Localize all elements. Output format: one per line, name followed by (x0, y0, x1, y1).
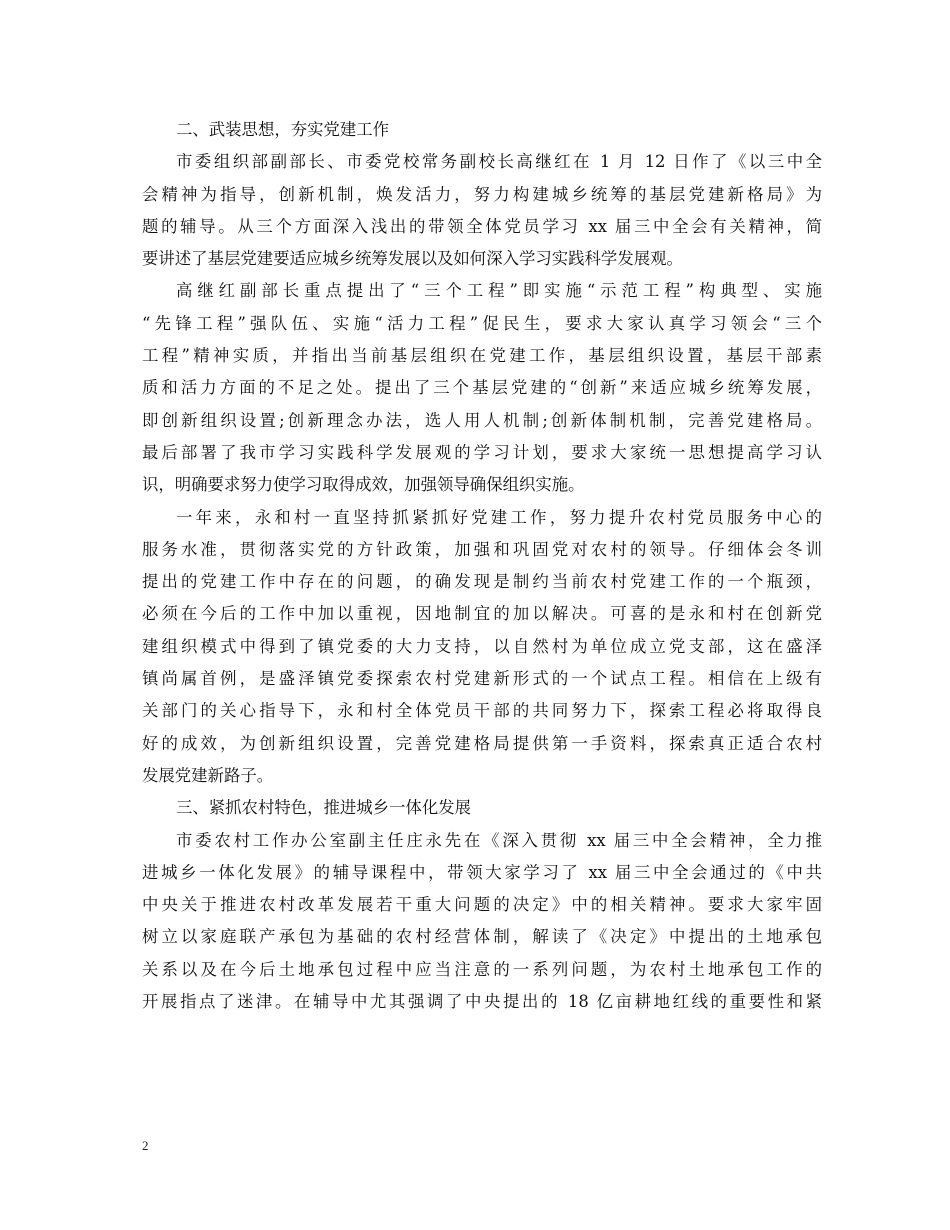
paragraph-line: 关系以及在今后土地承包过程中应当注意的一系列问题，为农村土地承包工作的 (142, 959, 822, 979)
paragraph-line: 建组织模式中得到了镇党委的大力支持，以自然村为单位成立党支部，这在盛泽 (142, 636, 822, 656)
section-heading-3: 三、紧抓农村特色，推进城乡一体化发展 (176, 798, 472, 818)
paragraph-line: 工程”精神实质，并指出当前基层组织在党建工作，基层组织设置，基层干部素 (142, 346, 822, 366)
paragraph-line: 镇尚属首例，是盛泽镇党委探索农村党建新形式的一个试点工程。相信在上级有 (142, 669, 822, 689)
paragraph-line: 最后部署了我市学习实践科学发展观的学习计划，要求大家统一思想提高学习认 (142, 442, 822, 462)
paragraph-line: 市委农村工作办公室副主任庄永先在《深入贯彻 xx 届三中全会精神，全力推 (176, 830, 822, 850)
paragraph-line: 质和活力方面的不足之处。提出了三个基层党建的“创新”来适应城乡统筹发展， (142, 378, 822, 398)
paragraph-line: 高继红副部长重点提出了“三个工程”即实施“示范工程”构典型、实施 (176, 281, 822, 301)
paragraph-line: 关部门的关心指导下，永和村全体党员干部的共同努力下，探索工程必将取得良 (142, 701, 822, 721)
paragraph-line: 会精神为指导，创新机制，焕发活力，努力构建城乡统筹的基层党建新格局》为 (142, 184, 822, 204)
paragraph-line: 题的辅导。从三个方面深入浅出的带领全体党员学习 xx 届三中全会有关精神，简 (142, 216, 822, 236)
paragraph-line: “先锋工程”强队伍、实施“活力工程”促民生，要求大家认真学习领会“三个 (142, 313, 822, 333)
paragraph-line: 中央关于推进农村改革发展若干重大问题的决定》中的相关精神。要求大家牢固 (142, 895, 822, 915)
paragraph-line: 即创新组织设置;创新理念办法，选人用人机制;创新体制机制，完善党建格局。 (142, 410, 822, 430)
paragraph-line: 识，明确要求努力使学习取得成效，加强领导确保组织实施。 (142, 475, 585, 495)
paragraph-line: 开展指点了迷津。在辅导中尤其强调了中央提出的 18 亿亩耕地红线的重要性和紧 (142, 992, 822, 1012)
paragraph-line: 提出的党建工作中存在的问题，的确发现是制约当前农村党建工作的一个瓶颈， (142, 572, 822, 592)
section-heading-2: 二、武装思想，夯实党建工作 (176, 120, 390, 139)
paragraph-line: 一年来，永和村一直坚持抓紧抓好党建工作，努力提升农村党员服务中心的 (176, 507, 822, 527)
paragraph-line: 必须在今后的工作中加以重视，因地制宜的加以解决。可喜的是永和村在创新党 (142, 604, 822, 624)
page-number: 2 (142, 1138, 149, 1153)
paragraph-line: 树立以家庭联产承包为基础的农村经营体制，解读了《决定》中提出的土地承包 (142, 927, 822, 947)
paragraph-line: 要讲述了基层党建要适应城乡统筹发展以及如何深入学习实践科学发展观。 (142, 249, 683, 269)
paragraph-line: 服务水准，贯彻落实党的方针政策，加强和巩固党对农村的领导。仔细体会冬训 (142, 539, 822, 559)
paragraph-line: 发展党建新路子。 (142, 765, 274, 785)
paragraph-line: 进城乡一体化发展》的辅导课程中，带领大家学习了 xx 届三中全会通过的《中共 (142, 862, 822, 882)
paragraph-line: 市委组织部副部长、市委党校常务副校长高继红在 1 月 12 日作了《以三中全 (176, 152, 822, 172)
document-body (142, 114, 822, 1018)
paragraph-line: 好的成效，为创新组织设置，完善党建格局提供第一手资料，探索真正适合农村 (142, 733, 822, 753)
